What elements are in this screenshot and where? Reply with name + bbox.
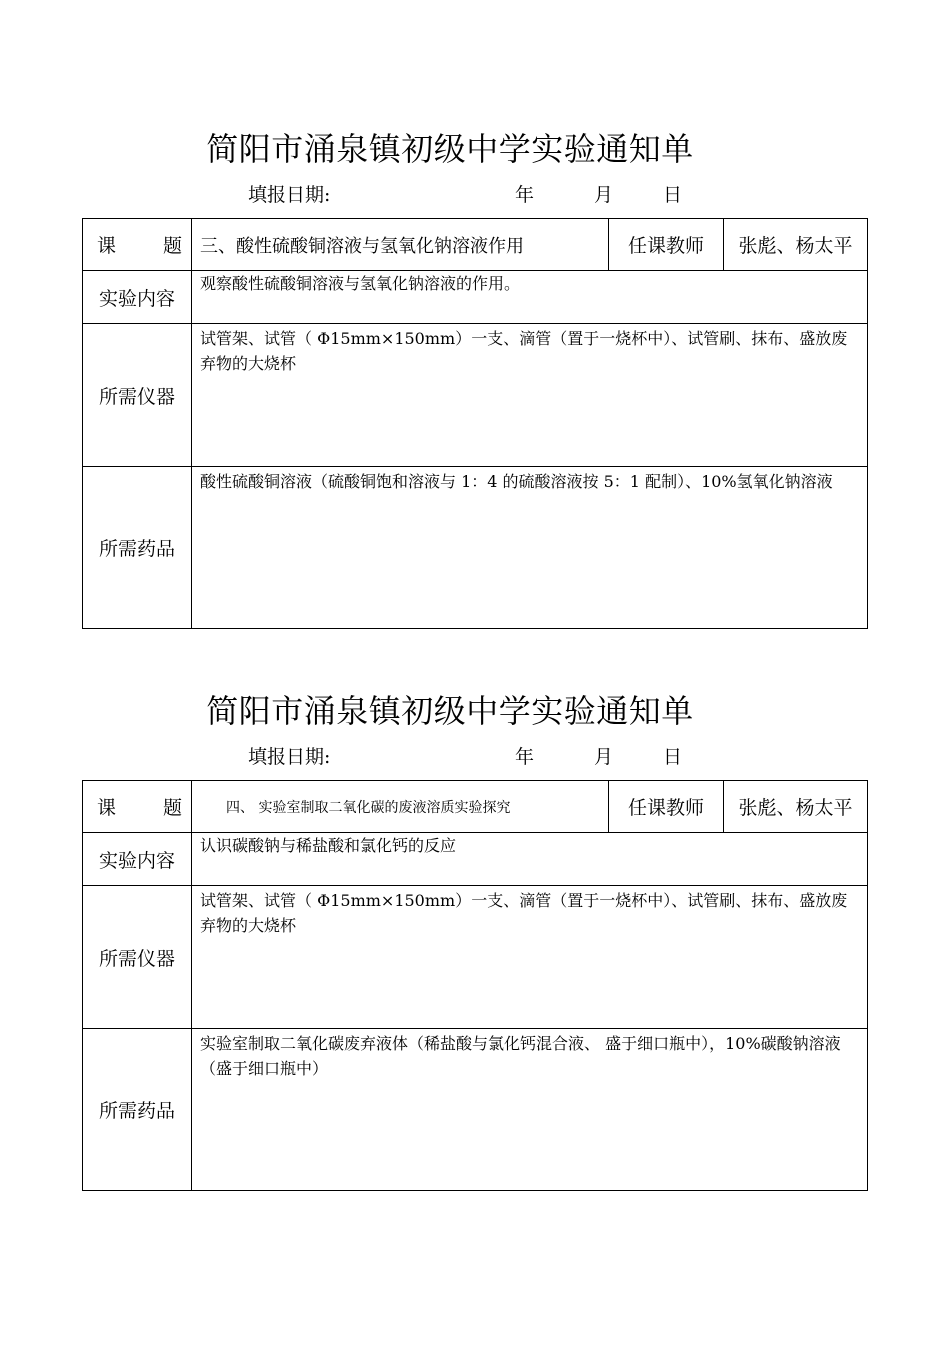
date-month-label: 月 (594, 184, 614, 206)
date-day-label: 日 (663, 184, 683, 206)
date-year-label: 年 (515, 184, 535, 206)
topic-row (83, 781, 868, 833)
content-row (83, 271, 868, 324)
experiment-form-table (82, 218, 868, 629)
apparatus-value: 试管架、试管（ Φ15mm×150mm）一支、滴管（置于一烧杯中）、试管刷、抹布、盛放废弃物的大烧杯 (192, 886, 868, 1029)
date-year-label: 年 (515, 746, 535, 768)
topic-row (83, 219, 868, 271)
content-label: 实验内容 (83, 271, 192, 324)
topic-label: 课 题 (83, 781, 192, 833)
content-value: 认识碳酸钠与稀盐酸和氯化钙的反应 (192, 833, 868, 886)
content-label: 实验内容 (83, 833, 192, 886)
apparatus-label: 所需仪器 (83, 886, 192, 1029)
date-day-label: 日 (663, 746, 683, 768)
teacher-label: 任课教师 (609, 219, 724, 271)
experiment-form-table (82, 780, 868, 1191)
topic-value: 四、 实验室制取二氧化碳的废液溶质实验探究 (192, 781, 609, 833)
fill-date-label: 填报日期: (248, 746, 331, 768)
teacher-label: 任课教师 (609, 781, 724, 833)
fill-date-label: 填报日期: (248, 184, 331, 206)
apparatus-row (83, 324, 868, 467)
apparatus-value: 试管架、试管（ Φ15mm×150mm）一支、滴管（置于一烧杯中）、试管刷、抹布、盛放废弃物的大烧杯 (192, 324, 868, 467)
notice-title: 简阳市涌泉镇初级中学实验通知单 (206, 692, 694, 730)
notice-title: 简阳市涌泉镇初级中学实验通知单 (206, 130, 694, 168)
reagents-label: 所需药品 (83, 1029, 192, 1191)
topic-value: 三、酸性硫酸铜溶液与氢氧化钠溶液作用 (192, 219, 609, 271)
teacher-value: 张彪、杨太平 (724, 219, 868, 271)
apparatus-row (83, 886, 868, 1029)
reagents-value: 实验室制取二氧化碳废弃液体（稀盐酸与氯化钙混合液、 盛于细口瓶中），10%碳酸钠溶液（盛于细口瓶中） (192, 1029, 868, 1191)
content-value: 观察酸性硫酸铜溶液与氢氧化钠溶液的作用。 (192, 271, 868, 324)
reagents-value: 酸性硫酸铜溶液（硫酸铜饱和溶液与 1：4 的硫酸溶液按 5：1 配制）、10%氢氧化钠溶液 (192, 467, 868, 629)
topic-label: 课 题 (83, 219, 192, 271)
teacher-value: 张彪、杨太平 (724, 781, 868, 833)
reagents-row (83, 1029, 868, 1191)
reagents-label: 所需药品 (83, 467, 192, 629)
date-month-label: 月 (594, 746, 614, 768)
reagents-row (83, 467, 868, 629)
content-row (83, 833, 868, 886)
apparatus-label: 所需仪器 (83, 324, 192, 467)
